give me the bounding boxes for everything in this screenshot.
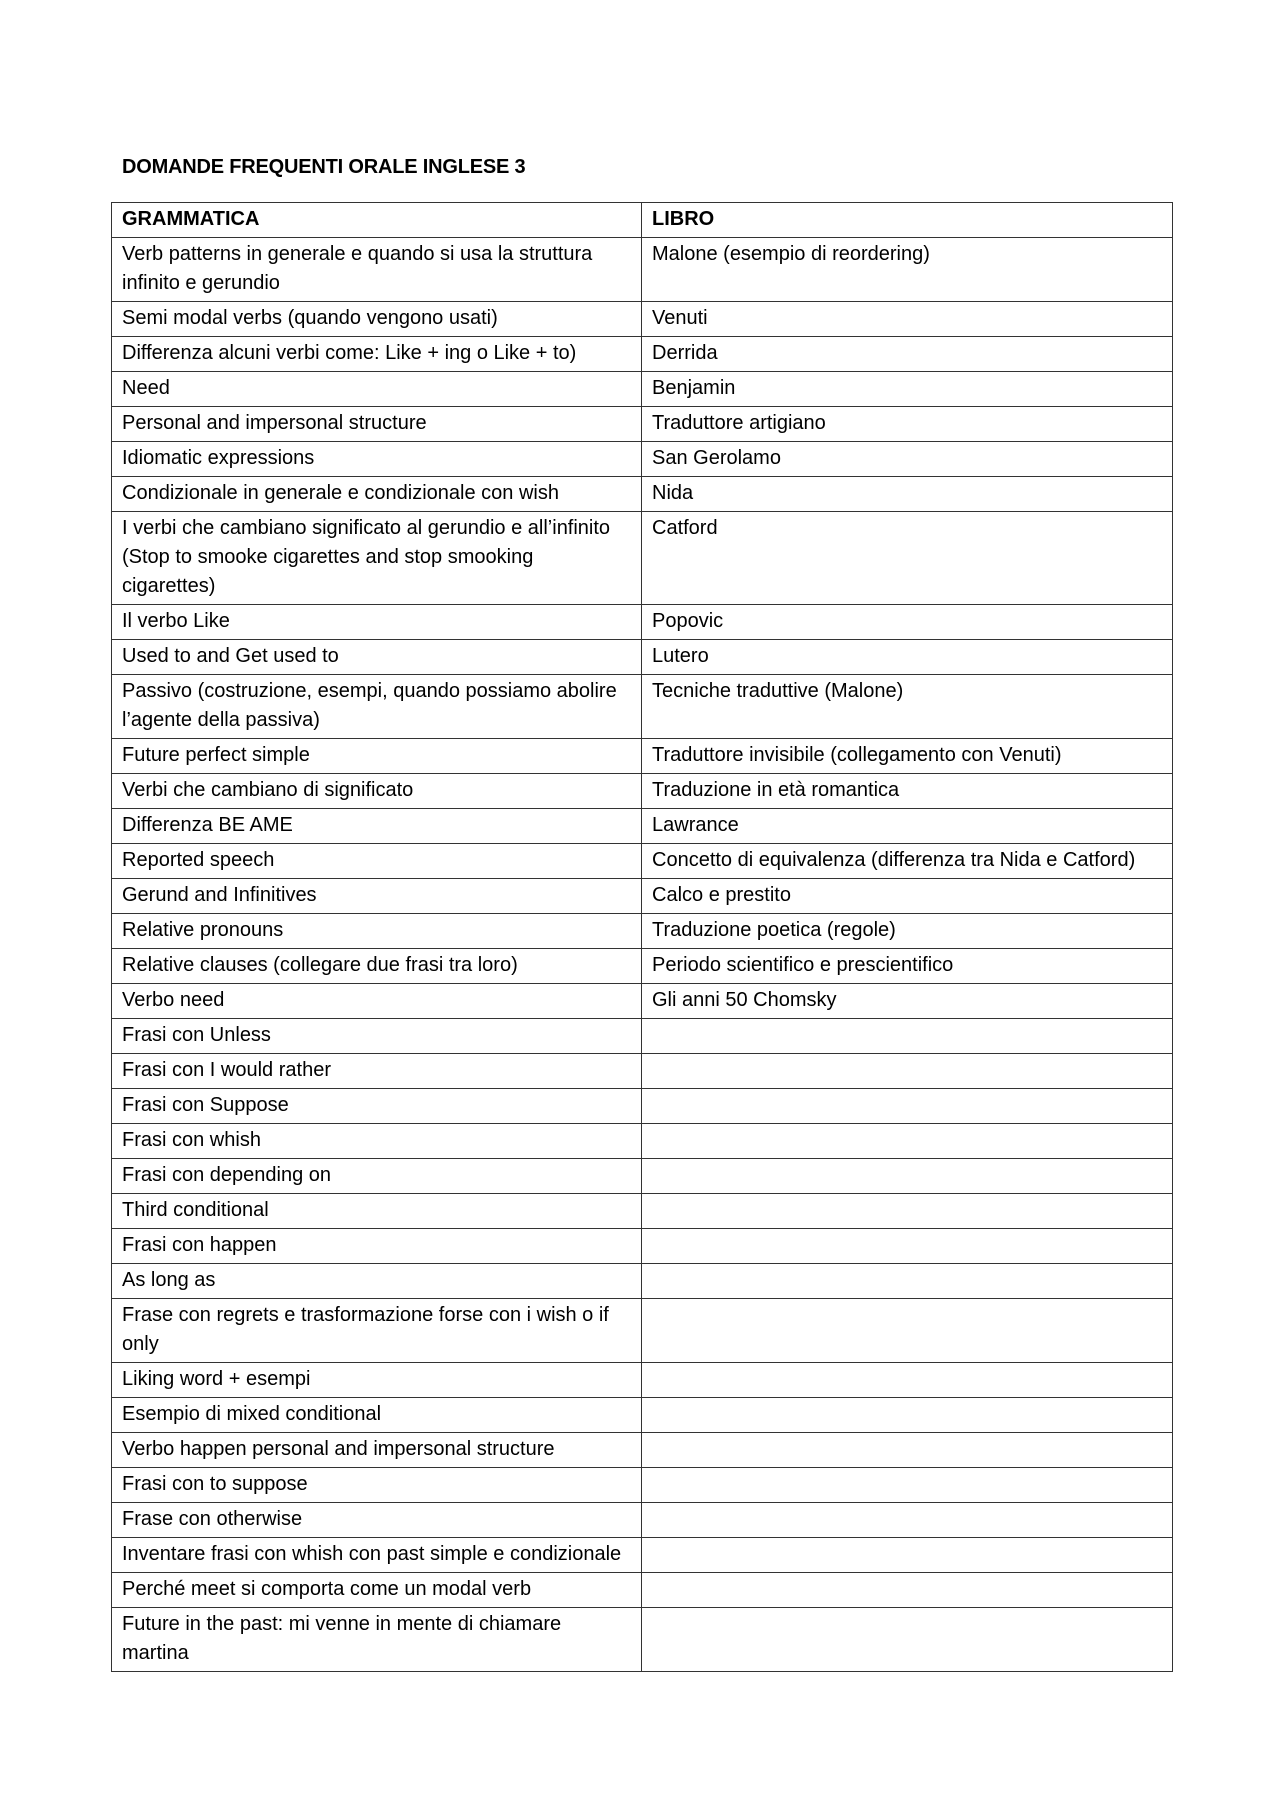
libro-cell	[642, 1433, 1173, 1468]
grammatica-cell: As long as	[112, 1264, 642, 1299]
libro-cell: Concetto di equivalenza (differenza tra Nida e Catford)	[642, 844, 1173, 879]
table-row	[112, 1124, 1173, 1159]
libro-cell: Calco e prestito	[642, 879, 1173, 914]
table-row	[112, 984, 1173, 1019]
libro-cell	[642, 1503, 1173, 1538]
grammatica-cell: Verbo need	[112, 984, 642, 1019]
table-header-row	[112, 203, 1173, 238]
libro-cell	[642, 1264, 1173, 1299]
table-row	[112, 1194, 1173, 1229]
libro-cell: San Gerolamo	[642, 442, 1173, 477]
grammatica-cell: Frasi con whish	[112, 1124, 642, 1159]
grammatica-cell: Verbi che cambiano di significato	[112, 774, 642, 809]
table-row	[112, 675, 1173, 739]
libro-cell: Popovic	[642, 605, 1173, 640]
table-row	[112, 1264, 1173, 1299]
grammatica-cell: Frasi con happen	[112, 1229, 642, 1264]
libro-cell	[642, 1229, 1173, 1264]
grammatica-cell: Frase con otherwise	[112, 1503, 642, 1538]
table-row	[112, 1538, 1173, 1573]
grammatica-cell: Verbo happen personal and impersonal structure	[112, 1433, 642, 1468]
table-row	[112, 1398, 1173, 1433]
libro-cell	[642, 1573, 1173, 1608]
grammatica-cell: Gerund and Infinitives	[112, 879, 642, 914]
table-row	[112, 844, 1173, 879]
grammatica-cell: Personal and impersonal structure	[112, 407, 642, 442]
libro-cell: Gli anni 50 Chomsky	[642, 984, 1173, 1019]
table-row	[112, 442, 1173, 477]
table-row	[112, 640, 1173, 675]
libro-cell	[642, 1124, 1173, 1159]
grammatica-cell: Esempio di mixed conditional	[112, 1398, 642, 1433]
libro-cell: Benjamin	[642, 372, 1173, 407]
column-header-grammatica: GRAMMATICA	[112, 203, 642, 238]
table-row	[112, 605, 1173, 640]
grammatica-cell: Il verbo Like	[112, 605, 642, 640]
libro-cell: Lutero	[642, 640, 1173, 675]
grammatica-cell: Reported speech	[112, 844, 642, 879]
table-row	[112, 337, 1173, 372]
libro-cell: Catford	[642, 512, 1173, 605]
table-row	[112, 1608, 1173, 1672]
libro-cell: Malone (esempio di reordering)	[642, 238, 1173, 302]
table-row	[112, 1229, 1173, 1264]
libro-cell	[642, 1159, 1173, 1194]
libro-cell	[642, 1538, 1173, 1573]
table-row	[112, 372, 1173, 407]
grammatica-cell: Differenza alcuni verbi come: Like + ing o Like + to)	[112, 337, 642, 372]
libro-cell	[642, 1468, 1173, 1503]
table-row	[112, 949, 1173, 984]
table-row	[112, 879, 1173, 914]
grammatica-cell: Frasi con to suppose	[112, 1468, 642, 1503]
grammatica-cell: Perché meet si comporta come un modal verb	[112, 1573, 642, 1608]
grammatica-cell: Frase con regrets e trasformazione forse con i wish o if only	[112, 1299, 642, 1363]
grammatica-cell: Frasi con I would rather	[112, 1054, 642, 1089]
grammatica-cell: Relative clauses (collegare due frasi tra loro)	[112, 949, 642, 984]
grammatica-cell: Verb patterns in generale e quando si usa la struttura infinito e gerundio	[112, 238, 642, 302]
grammatica-cell: I verbi che cambiano significato al gerundio e all’infinito (Stop to smooke cigarettes and stop smooking cigarettes)	[112, 512, 642, 605]
table-row	[112, 1159, 1173, 1194]
grammatica-cell: Relative pronouns	[112, 914, 642, 949]
table-row	[112, 477, 1173, 512]
table-row	[112, 302, 1173, 337]
libro-cell: Traduzione poetica (regole)	[642, 914, 1173, 949]
libro-cell	[642, 1299, 1173, 1363]
grammatica-cell: Future in the past: mi venne in mente di chiamare martina	[112, 1608, 642, 1672]
grammatica-cell: Future perfect simple	[112, 739, 642, 774]
table-row	[112, 1089, 1173, 1124]
libro-cell	[642, 1019, 1173, 1054]
libro-cell: Tecniche traduttive (Malone)	[642, 675, 1173, 739]
table-row	[112, 1363, 1173, 1398]
grammatica-cell: Idiomatic expressions	[112, 442, 642, 477]
libro-cell: Venuti	[642, 302, 1173, 337]
grammatica-cell: Inventare frasi con whish con past simple e condizionale	[112, 1538, 642, 1573]
table-row	[112, 238, 1173, 302]
libro-cell: Nida	[642, 477, 1173, 512]
questions-table	[111, 202, 1173, 1672]
grammatica-cell: Condizionale in generale e condizionale con wish	[112, 477, 642, 512]
libro-cell	[642, 1363, 1173, 1398]
grammatica-cell: Used to and Get used to	[112, 640, 642, 675]
table-row	[112, 1468, 1173, 1503]
grammatica-cell: Third conditional	[112, 1194, 642, 1229]
libro-cell: Traduttore invisibile (collegamento con Venuti)	[642, 739, 1173, 774]
table-row	[112, 1299, 1173, 1363]
table-row	[112, 407, 1173, 442]
table-row	[112, 1054, 1173, 1089]
grammatica-cell: Passivo (costruzione, esempi, quando possiamo abolire l’agente della passiva)	[112, 675, 642, 739]
libro-cell	[642, 1398, 1173, 1433]
libro-cell	[642, 1608, 1173, 1672]
table-row	[112, 1503, 1173, 1538]
table-row	[112, 1433, 1173, 1468]
table-row	[112, 1019, 1173, 1054]
grammatica-cell: Frasi con Unless	[112, 1019, 642, 1054]
libro-cell	[642, 1194, 1173, 1229]
column-header-libro: LIBRO	[642, 203, 1173, 238]
grammatica-cell: Differenza BE AME	[112, 809, 642, 844]
grammatica-cell: Need	[112, 372, 642, 407]
table-row	[112, 774, 1173, 809]
grammatica-cell: Semi modal verbs (quando vengono usati)	[112, 302, 642, 337]
table-row	[112, 1573, 1173, 1608]
grammatica-cell: Frasi con depending on	[112, 1159, 642, 1194]
libro-cell: Periodo scientifico e prescientifico	[642, 949, 1173, 984]
grammatica-cell: Frasi con Suppose	[112, 1089, 642, 1124]
libro-cell: Traduttore artigiano	[642, 407, 1173, 442]
libro-cell: Traduzione in età romantica	[642, 774, 1173, 809]
libro-cell	[642, 1089, 1173, 1124]
page-title: DOMANDE FREQUENTI ORALE INGLESE 3	[122, 156, 526, 178]
table-row	[112, 739, 1173, 774]
table-row	[112, 512, 1173, 605]
libro-cell: Derrida	[642, 337, 1173, 372]
table-body	[112, 238, 1173, 1672]
libro-cell	[642, 1054, 1173, 1089]
grammatica-cell: Liking word + esempi	[112, 1363, 642, 1398]
table-row	[112, 809, 1173, 844]
table-row	[112, 914, 1173, 949]
libro-cell: Lawrance	[642, 809, 1173, 844]
